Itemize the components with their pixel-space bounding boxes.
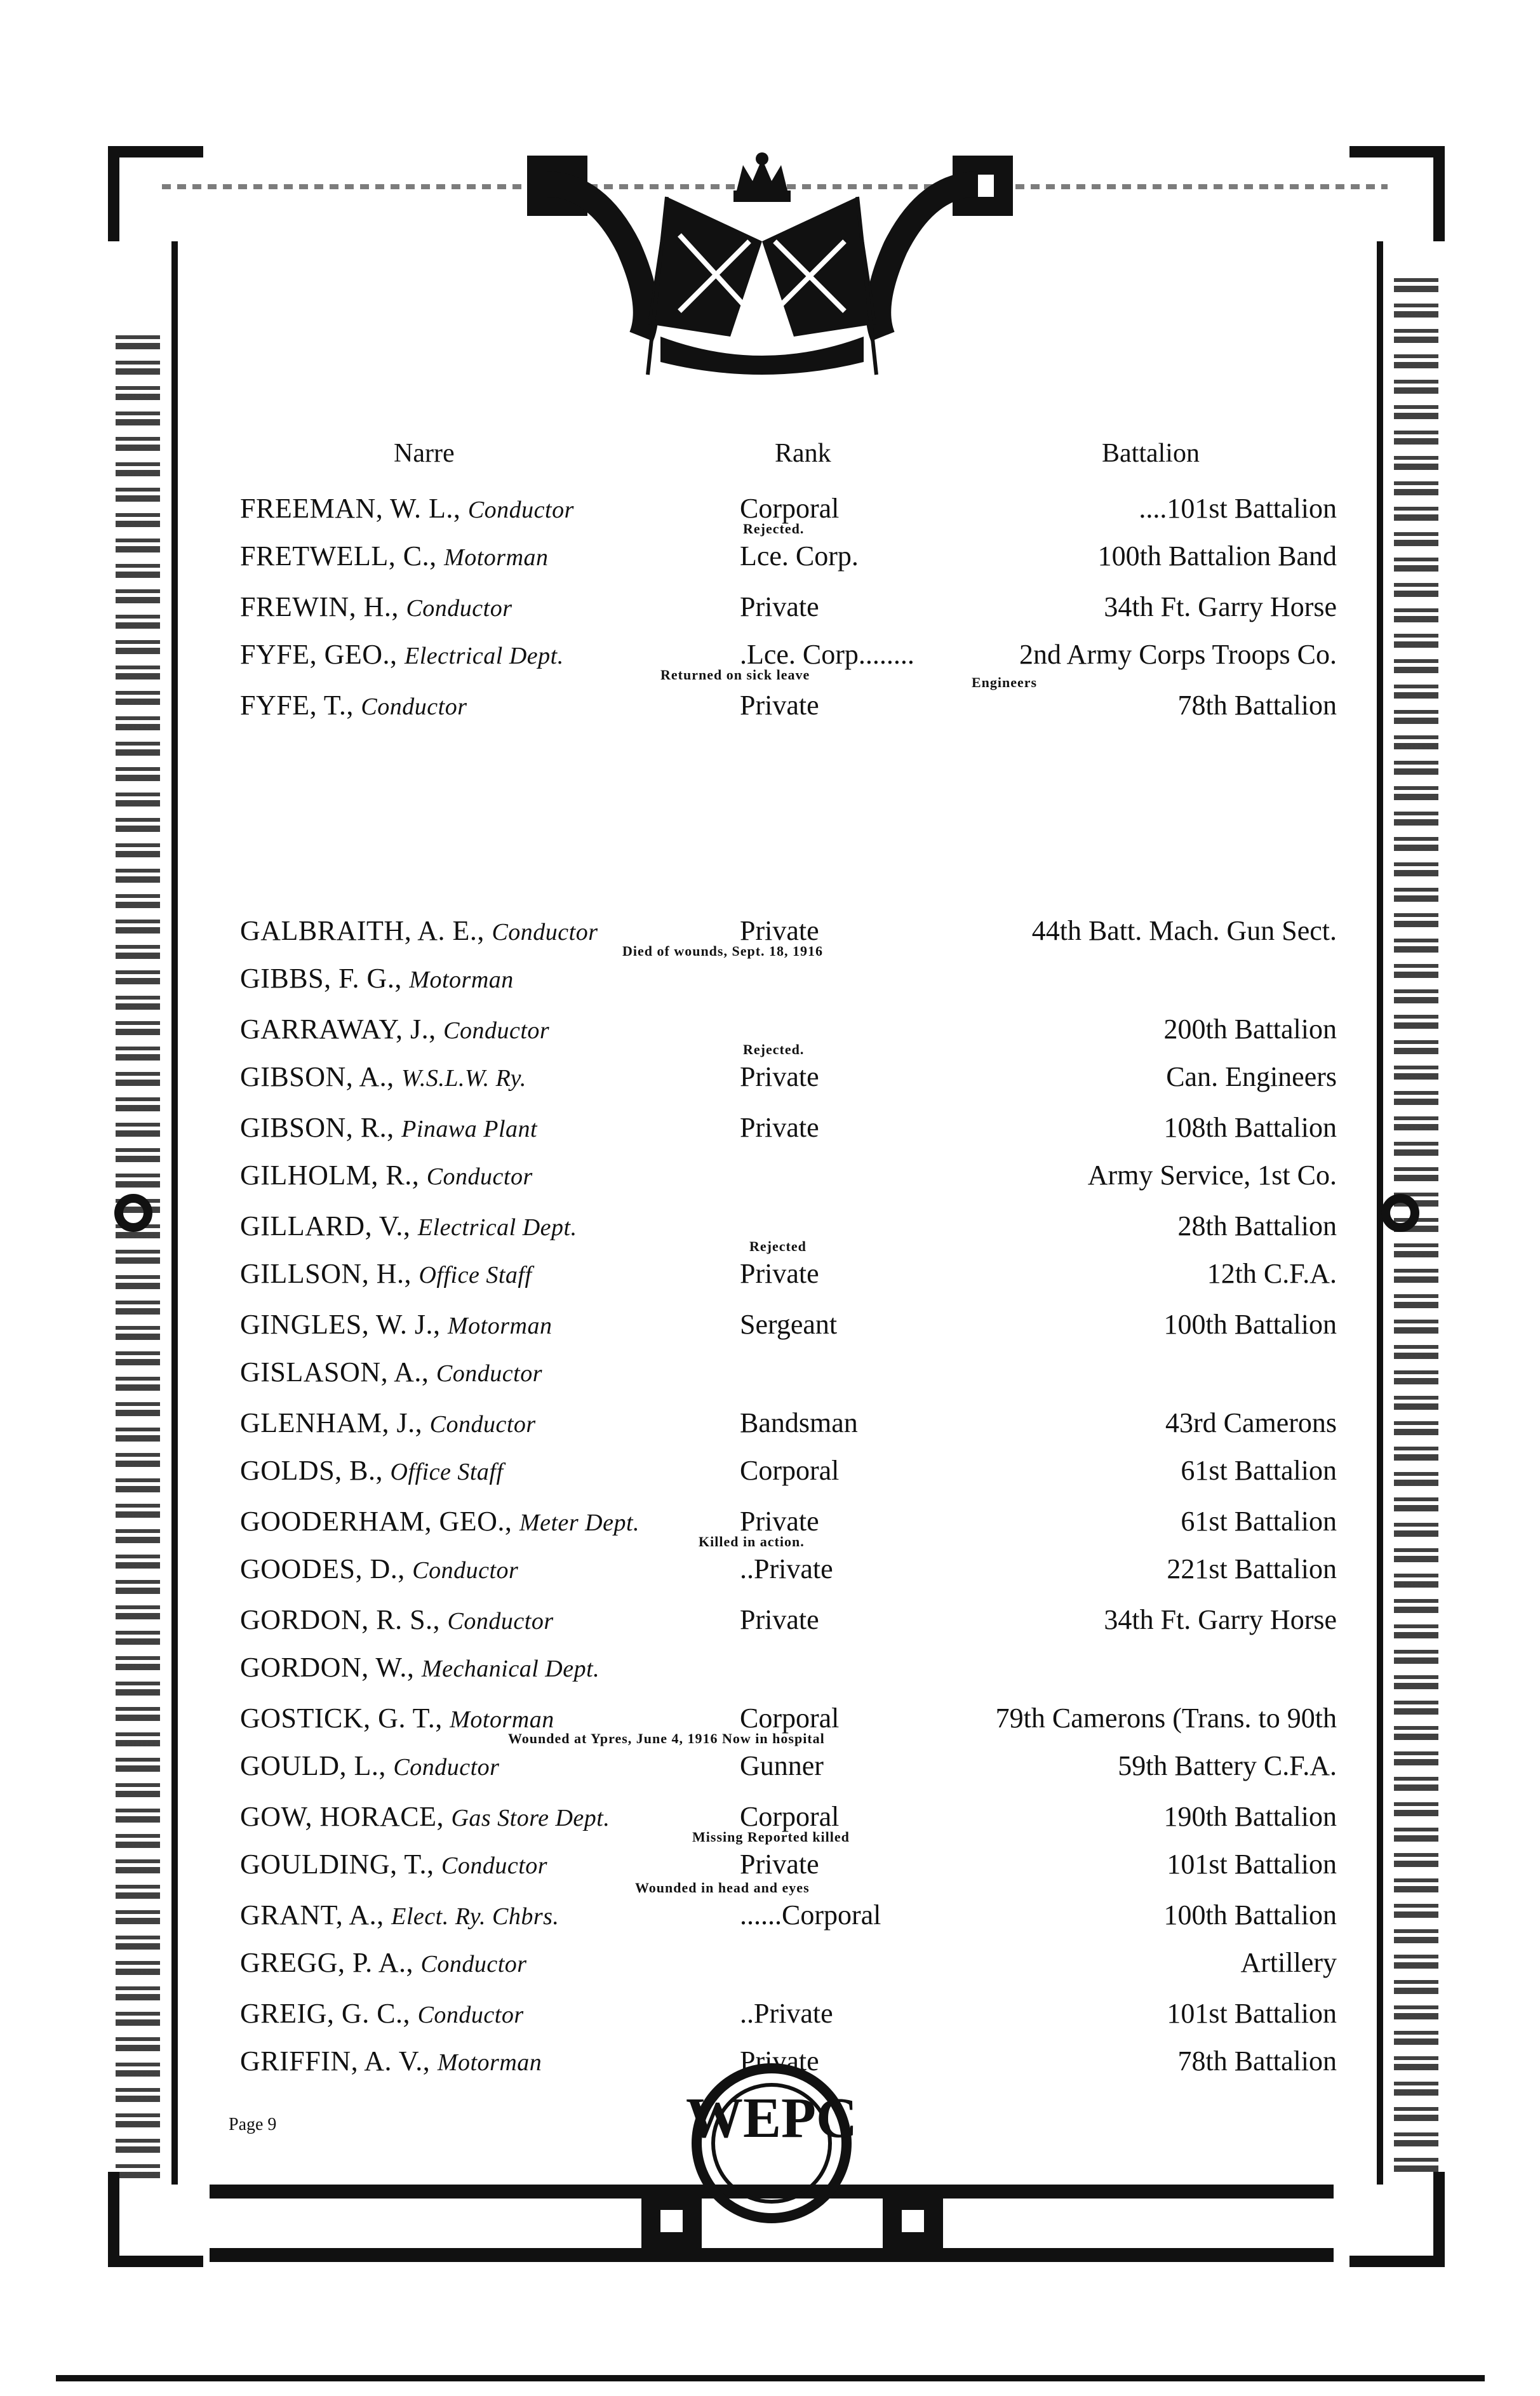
battalion: 108th Battalion <box>1163 1112 1337 1143</box>
service-note: Wounded in head and eyes <box>635 1880 810 1896</box>
department: Conductor <box>412 1557 519 1584</box>
soldier-name <box>240 1257 532 1290</box>
soldier-name-text: GOW, HORACE, <box>240 1801 444 1832</box>
soldier-name-text: GORDON, W., <box>240 1652 415 1683</box>
department: Elect. Ry. Chbrs. <box>391 1903 559 1930</box>
soldier-name-text: GILLSON, H., <box>240 1258 412 1289</box>
soldier-name-text: GALBRAITH, A. E., <box>240 915 485 946</box>
rank: Private <box>740 915 819 946</box>
battalion: Can. Engineers <box>1166 1061 1337 1092</box>
roster-row <box>0 962 1540 1000</box>
battalion: ....101st Battalion <box>1139 493 1337 524</box>
battalion: 34th Ft. Garry Horse <box>1104 591 1337 622</box>
page-number: Page 9 <box>229 2115 277 2134</box>
rank: Corporal <box>740 1455 840 1486</box>
battalion: 43rd Camerons <box>1165 1407 1337 1438</box>
soldier-name-text: GOSTICK, G. T., <box>240 1703 443 1734</box>
battalion: Artillery <box>1240 1947 1337 1978</box>
department: W.S.L.W. Ry. <box>401 1065 526 1092</box>
crown-flags-crest-icon <box>521 146 1003 387</box>
rank: Lce. Corp. <box>740 540 859 572</box>
department: Motorman <box>437 2049 542 2076</box>
rank: Private <box>740 1061 819 1092</box>
roster-row <box>0 591 1540 629</box>
border-bottom-rule-lower <box>210 2248 1334 2262</box>
soldier-name <box>240 492 574 525</box>
battalion: 78th Battalion <box>1177 690 1337 721</box>
battalion: 100th Battalion <box>1163 1899 1337 1931</box>
soldier-name <box>240 1997 524 2030</box>
roster-row <box>0 1407 1540 1445</box>
soldier-name-text: GILHOLM, R., <box>240 1160 420 1191</box>
department: Conductor <box>429 1411 536 1438</box>
battalion: 101st Battalion <box>1167 1998 1337 2029</box>
soldier-name-text: GILLARD, V., <box>240 1210 411 1242</box>
roster-row <box>0 1651 1540 1689</box>
department: Conductor <box>447 1608 554 1635</box>
service-note: Returned on sick leave <box>660 667 810 683</box>
department: Electrical Dept. <box>417 1214 577 1241</box>
battalion: 61st Battalion <box>1181 1506 1337 1537</box>
department: Conductor <box>417 2002 524 2028</box>
soldier-name-text: GARRAWAY, J., <box>240 1014 436 1045</box>
footer-rule <box>56 2375 1485 2381</box>
soldier-name <box>240 1454 504 1487</box>
battalion: 200th Battalion <box>1163 1014 1337 1045</box>
header-name: Narre <box>394 439 455 468</box>
soldier-name <box>240 1800 610 1833</box>
rank: Private <box>740 1849 819 1880</box>
rank: ......Corporal <box>740 1899 881 1931</box>
department: Conductor <box>492 919 598 946</box>
soldier-name-text: GIBBS, F. G., <box>240 963 402 994</box>
soldier-name-text: GISLASON, A., <box>240 1356 429 1388</box>
soldier-name-text: FYFE, T., <box>240 690 354 721</box>
department: Mechanical Dept. <box>421 1656 600 1682</box>
rank: Private <box>740 1506 819 1537</box>
soldier-name-text: GOLDS, B., <box>240 1455 384 1486</box>
department: Office Staff <box>418 1262 532 1288</box>
battalion: 28th Battalion <box>1177 1210 1337 1242</box>
department: Conductor <box>406 595 512 622</box>
department: Office Staff <box>390 1459 504 1485</box>
emblem-monogram: WEPC <box>686 2087 857 2150</box>
battalion: 61st Battalion <box>1181 1455 1337 1486</box>
battalion: 190th Battalion <box>1163 1801 1337 1832</box>
soldier-name <box>240 914 598 947</box>
battalion: 2nd Army Corps Troops Co. <box>1019 639 1337 670</box>
soldier-name <box>240 638 564 671</box>
department: Conductor <box>426 1163 533 1190</box>
battalion: 100th Battalion <box>1163 1309 1337 1340</box>
soldier-name-text: FYFE, GEO., <box>240 639 398 670</box>
department: Conductor <box>420 1951 527 1978</box>
service-note: Died of wounds, Sept. 18, 1916 <box>622 943 824 959</box>
roster-row <box>0 1553 1540 1591</box>
roster-row <box>0 1946 1540 1984</box>
soldier-name-text: GOULD, L., <box>240 1750 386 1781</box>
soldier-name <box>240 1111 537 1144</box>
battalion: 12th C.F.A. <box>1207 1258 1337 1289</box>
soldier-name-text: GOODERHAM, GEO., <box>240 1506 512 1537</box>
rank: Corporal <box>740 1703 840 1734</box>
corner-ornament-top-left <box>108 146 203 241</box>
department: Electrical Dept. <box>405 643 564 669</box>
soldier-name <box>240 1407 536 1439</box>
roster-row <box>0 689 1540 727</box>
roster-row <box>0 1454 1540 1492</box>
soldier-name-text: GORDON, R. S., <box>240 1604 441 1635</box>
soldier-name-text: GOULDING, T., <box>240 1849 434 1880</box>
department: Conductor <box>393 1754 500 1781</box>
rank: Private <box>740 690 819 721</box>
service-note: Rejected <box>749 1238 807 1254</box>
department: Conductor <box>361 693 467 720</box>
header-battalion: Battalion <box>1102 439 1200 468</box>
department: Pinawa Plant <box>401 1116 538 1142</box>
header-rank: Rank <box>775 439 831 468</box>
battalion: 221st Battalion <box>1167 1553 1337 1584</box>
soldier-name <box>240 1899 559 1931</box>
corner-ornament-bottom-right <box>1349 2172 1445 2267</box>
battalion: Army Service, 1st Co. <box>1087 1160 1337 1191</box>
roster-row <box>0 1111 1540 1149</box>
battalion: 78th Battalion <box>1177 2045 1337 2077</box>
company-monogram-emblem <box>686 2058 857 2229</box>
soldier-name-text: FRETWELL, C., <box>240 540 437 572</box>
soldier-name <box>240 1356 542 1388</box>
department: Conductor <box>441 1852 548 1879</box>
soldier-name-text: GIBSON, A., <box>240 1061 394 1092</box>
department: Motorman <box>409 967 514 993</box>
service-note: Wounded at Ypres, June 4, 1916 Now in hospital <box>508 1730 825 1746</box>
soldier-name-text: FREWIN, H., <box>240 591 399 622</box>
soldier-name <box>240 1553 518 1585</box>
battalion: 100th Battalion Band <box>1097 540 1337 572</box>
rank: Sergeant <box>740 1309 838 1340</box>
battalion: 44th Batt. Mach. Gun Sect. <box>1031 915 1337 946</box>
soldier-name <box>240 1702 554 1734</box>
rank: Bandsman <box>740 1407 858 1438</box>
service-note: Rejected. <box>743 1041 805 1057</box>
soldier-name-text: GREIG, G. C., <box>240 1998 411 2029</box>
soldier-name-text: GINGLES, W. J., <box>240 1309 441 1340</box>
soldier-name-text: GRIFFIN, A. V., <box>240 2045 431 2077</box>
department: Conductor <box>467 497 574 523</box>
rank: Private <box>740 1258 819 1289</box>
soldier-name-text: GREGG, P. A., <box>240 1947 413 1978</box>
roster-row <box>0 1356 1540 1394</box>
rank: Corporal <box>740 1801 840 1832</box>
rank: ..Private <box>740 1998 833 2029</box>
soldier-name <box>240 1159 533 1191</box>
soldier-name <box>240 1946 527 1979</box>
soldier-name <box>240 689 467 721</box>
department: Gas Store Dept. <box>451 1805 610 1831</box>
footer-block-right <box>883 2191 943 2251</box>
soldier-name <box>240 1308 552 1341</box>
rank: Private <box>740 591 819 622</box>
roster-row <box>0 1159 1540 1197</box>
soldier-name <box>240 1750 499 1782</box>
roster-row <box>0 1603 1540 1642</box>
roster-row <box>0 1750 1540 1788</box>
soldier-name <box>240 591 512 623</box>
rank: Gunner <box>740 1750 824 1781</box>
rank: Private <box>740 1604 819 1635</box>
corner-ornament-bottom-left <box>108 2172 203 2267</box>
rank: Private <box>740 1112 819 1143</box>
department: Conductor <box>443 1017 550 1044</box>
rank: Corporal <box>740 493 840 524</box>
rank: Private <box>740 2045 819 2077</box>
department: Motorman <box>444 544 549 571</box>
corner-ornament-top-right <box>1349 146 1445 241</box>
roster-row <box>0 1257 1540 1295</box>
battalion: 101st Battalion <box>1167 1849 1337 1880</box>
soldier-name <box>240 1210 577 1242</box>
roster-row <box>0 1997 1540 2035</box>
soldier-name-text: GRANT, A., <box>240 1899 384 1931</box>
soldier-name-text: GIBSON, R., <box>240 1112 394 1143</box>
service-note: Killed in action. <box>699 1534 805 1549</box>
soldier-name <box>240 1651 599 1683</box>
soldier-name <box>240 2045 542 2077</box>
roster-row <box>0 1061 1540 1099</box>
soldier-name <box>240 1848 547 1880</box>
soldier-name <box>240 540 549 572</box>
continuation-engineers: Engineers <box>972 674 1038 690</box>
roster-row <box>0 1308 1540 1346</box>
soldier-name <box>240 1013 549 1045</box>
roster-row <box>0 540 1540 578</box>
soldier-name <box>240 962 514 994</box>
soldier-name <box>240 1061 526 1093</box>
soldier-name-text: GLENHAM, J., <box>240 1407 423 1438</box>
soldier-name <box>240 1603 554 1636</box>
rank: .Lce. Corp........ <box>740 639 914 670</box>
department: Conductor <box>436 1360 542 1387</box>
soldier-name-text: GOODES, D., <box>240 1553 405 1584</box>
department: Motorman <box>448 1313 552 1339</box>
service-note: Missing Reported killed <box>692 1829 850 1845</box>
soldier-name <box>240 1505 639 1537</box>
soldier-name-text: FREEMAN, W. L., <box>240 493 461 524</box>
battalion: 34th Ft. Garry Horse <box>1104 1604 1337 1635</box>
department: Meter Dept. <box>519 1509 640 1536</box>
battalion: 79th Camerons (Trans. to 90th <box>995 1703 1337 1734</box>
department: Motorman <box>450 1706 554 1733</box>
battalion: 59th Battery C.F.A. <box>1118 1750 1337 1781</box>
service-note: Rejected. <box>743 521 805 537</box>
rank: ..Private <box>740 1553 833 1584</box>
roster-row <box>0 1899 1540 1937</box>
